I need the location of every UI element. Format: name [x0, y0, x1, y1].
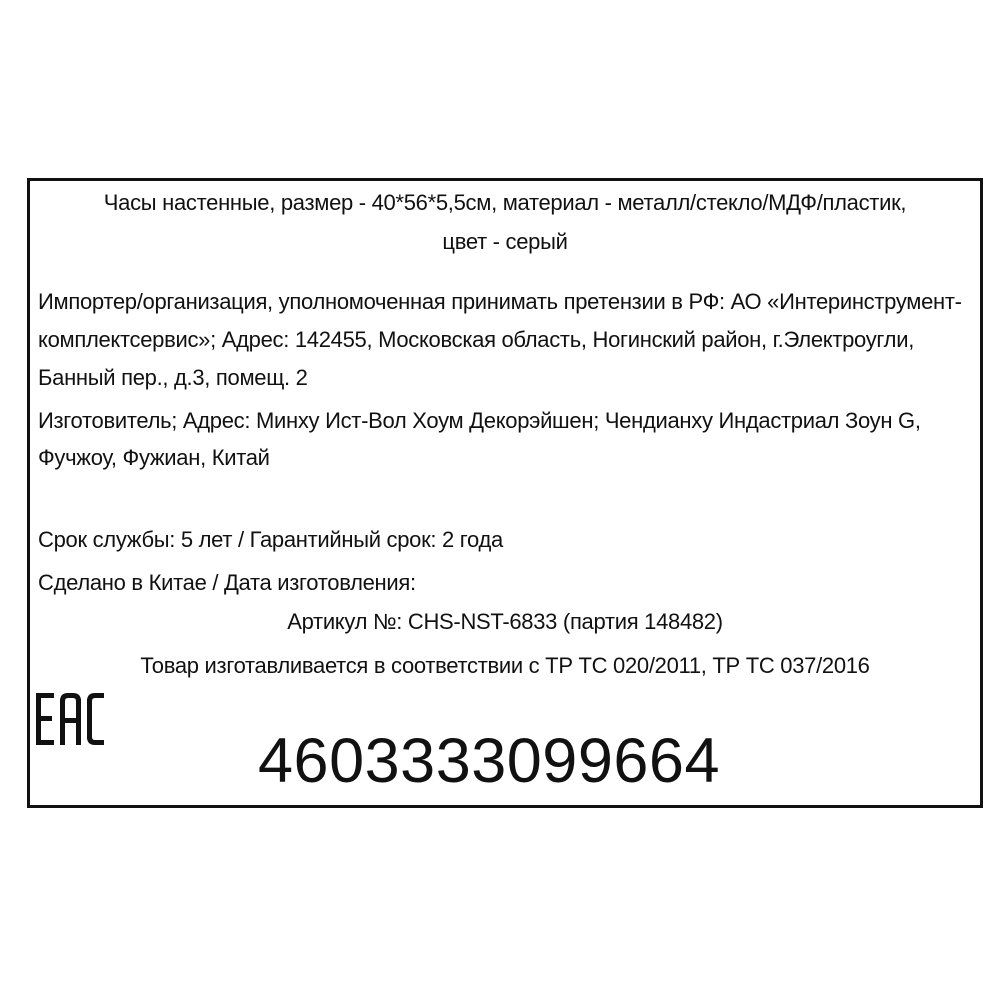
product-description-line-2: цвет - серый: [442, 229, 568, 254]
product-label: [27, 178, 983, 808]
importer-line-1: Импортер/организация, уполномоченная принимать претензии в РФ: АО «Интеринструмент-: [38, 289, 962, 314]
product-description-line-1: Часы настенные, размер - 40*56*5,5см, материал - металл/стекло/МДФ/пластик,: [103, 190, 907, 215]
eac-mark-icon: [32, 689, 108, 749]
importer-line-2: комплектсервис»; Адрес: 142455, Московская область, Ногинский район, г.Электроугли,: [38, 327, 915, 352]
article-number: Артикул №: CHS-NST-6833 (партия 148482): [287, 609, 723, 634]
barcode-number: 4603333099664: [258, 726, 720, 796]
made-in: Сделано в Китае / Дата изготовления:: [38, 570, 416, 595]
manufacturer-line-1: Изготовитель; Адрес: Минху Ист-Вол Хоум Декорэйшен; Чендианху Индастриал Зоун G,: [38, 408, 921, 433]
manufacturer-line-2: Фучжоу, Фужиан, Китай: [38, 445, 270, 470]
compliance-statement: Товар изготавливается в соответствии с ТР ТС 020/2011, ТР ТС 037/2016: [140, 653, 870, 678]
service-life: Срок службы: 5 лет / Гарантийный срок: 2 года: [38, 527, 503, 552]
importer-line-3: Банный пер., д.3, помещ. 2: [38, 365, 308, 390]
